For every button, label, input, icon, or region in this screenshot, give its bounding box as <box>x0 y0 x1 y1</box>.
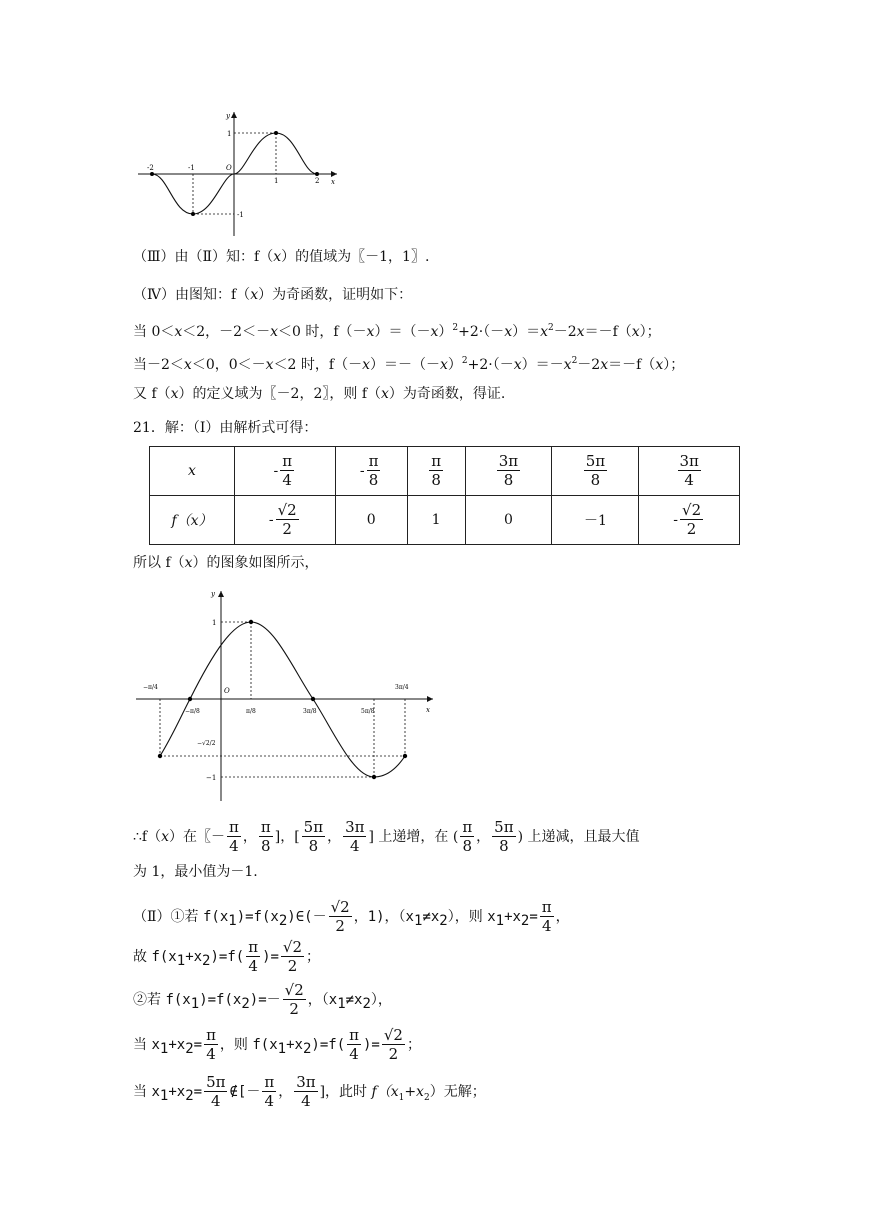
origin-label: O <box>224 687 230 695</box>
graph-sine-function <box>133 585 443 805</box>
text-line-14: ②若 $f(x_1)=f(x_2)=-$ $\frac{√2}{2}$ ，$(x_1\ne x_2)$， <box>133 981 392 1018</box>
table-cell: 0 <box>465 496 552 545</box>
x-tick-label: 2 <box>315 177 320 185</box>
y-tick-label: 1 <box>227 130 232 138</box>
x-tick-label: π/8 <box>246 708 256 715</box>
y-axis-label: y <box>226 112 230 120</box>
y-tick-label: -1 <box>237 211 244 219</box>
text-line-12: （Ⅱ）①若 $f(x_1)=f(x_2)\in(-$ $\frac{√2}{2}$ ，1)，$(x_1\ne x_2)$，则 $x_1+x_2=$ $\frac{\pi}{4}$ ， <box>133 898 570 935</box>
x-axis-label: x <box>331 178 335 186</box>
point <box>311 697 315 701</box>
text-line-5: 当 0＜x＜2，－2＜－x＜0 时，$f(-x)=(-x)^2+2\cdot(-x)=x^2-2x=-f(x)$； <box>133 323 661 340</box>
x-tick-label: -1 <box>188 164 195 172</box>
point <box>315 172 319 176</box>
x-tick-label: −π/8 <box>185 708 200 715</box>
point <box>372 775 376 779</box>
table-cell: $\frac{5\pi}{8}$ <box>552 447 639 496</box>
table-cell: $\frac{3\pi}{4}$ <box>639 447 740 496</box>
x-tick-label: 1 <box>274 177 279 185</box>
value-table <box>149 446 740 545</box>
table-cell: - $\frac{√2}{2}$ <box>639 496 740 545</box>
point <box>274 131 278 135</box>
point <box>150 172 154 176</box>
text-line-4: （Ⅳ）由图知：f（x）为奇函数，证明如下： <box>133 287 413 303</box>
point <box>249 620 253 624</box>
point <box>188 697 192 701</box>
x-tick-label: 5π/8 <box>361 708 375 715</box>
text-line-9: 所以 f（x）的图象如图所示， <box>133 555 319 571</box>
x-axis-label: x <box>426 706 430 714</box>
y-tick-label: −1 <box>206 774 217 782</box>
y-axis-label: y <box>211 590 215 598</box>
text-line-16: 当 $x_1+x_2=$ $\frac{5\pi}{4}$ ∉[－ $\frac{\pi}{4}$ ， $\frac{3\pi}{4}$ ]，此时 $f(x_1+x_2)$无解； <box>133 1073 486 1110</box>
problem-21-heading: 21．解：（Ⅰ）由解析式可得： <box>133 420 318 436</box>
table-row <box>150 496 740 545</box>
table-cell: 1 <box>407 496 465 545</box>
table-cell: $\frac{\pi}{8}$ <box>407 447 465 496</box>
graph-odd-function <box>133 108 343 240</box>
table-cell: －1 <box>552 496 639 545</box>
text-line-10: ∴f（x）在〖－ $\frac{\pi}{4}$ ， $\frac{\pi}{8}$ ]，[ $\frac{5\pi}{8}$ ， $\frac{3\pi}{4}$ ] 上递增，在 ( $\frac{\pi}{8}$ ， $\frac{5\pi}{8}$ ) 上递减，且最大值 <box>133 818 640 855</box>
origin-label: O <box>226 164 232 172</box>
table-cell: - $\frac{\pi}{8}$ <box>335 447 407 496</box>
point <box>191 212 195 216</box>
x-tick-label: 3π/4 <box>395 684 409 691</box>
point <box>158 754 162 758</box>
text-line-6: 当－2＜x＜0，0＜－x＜2 时，$f(-x)=-(-x)^2+2\cdot(-x)=-x^2-2x=-f(x)$； <box>133 356 685 373</box>
x-tick-label: −π/4 <box>143 684 158 691</box>
text-line-3: （Ⅲ）由（Ⅱ）知：f（x）的值域为〖－1，1〗. <box>133 249 430 265</box>
table-cell: - $\frac{√2}{2}$ <box>235 496 336 545</box>
table-cell: 0 <box>335 496 407 545</box>
x-tick-label: 3π/8 <box>303 708 317 715</box>
text-line-15: 当 $x_1+x_2=$ $\frac{\pi}{4}$ ，则 $f(x_1+x_2)=f$( $\frac{\pi}{4}$ )= $\frac{√2}{2}$ ； <box>133 1026 421 1063</box>
table-row <box>150 447 740 496</box>
text-line-11: 为 1，最小值为－1. <box>133 864 258 880</box>
y-tick-label: −√2/2 <box>197 740 216 747</box>
text-line-13: 故 $f(x_1+x_2)=f$( $\frac{\pi}{4}$ )= $\frac{√2}{2}$ ； <box>133 938 321 975</box>
table-cell: f（x） <box>150 496 235 545</box>
text-line-7: 又 f（x）的定义域为〖－2，2〗，则 f（x）为奇函数，得证. <box>133 386 506 402</box>
table-cell: x <box>150 447 235 496</box>
table-cell: - $\frac{\pi}{4}$ <box>235 447 336 496</box>
x-tick-label: -2 <box>147 164 154 172</box>
table-cell: $\frac{3\pi}{8}$ <box>465 447 552 496</box>
point <box>403 754 407 758</box>
y-tick-label: 1 <box>212 619 217 627</box>
